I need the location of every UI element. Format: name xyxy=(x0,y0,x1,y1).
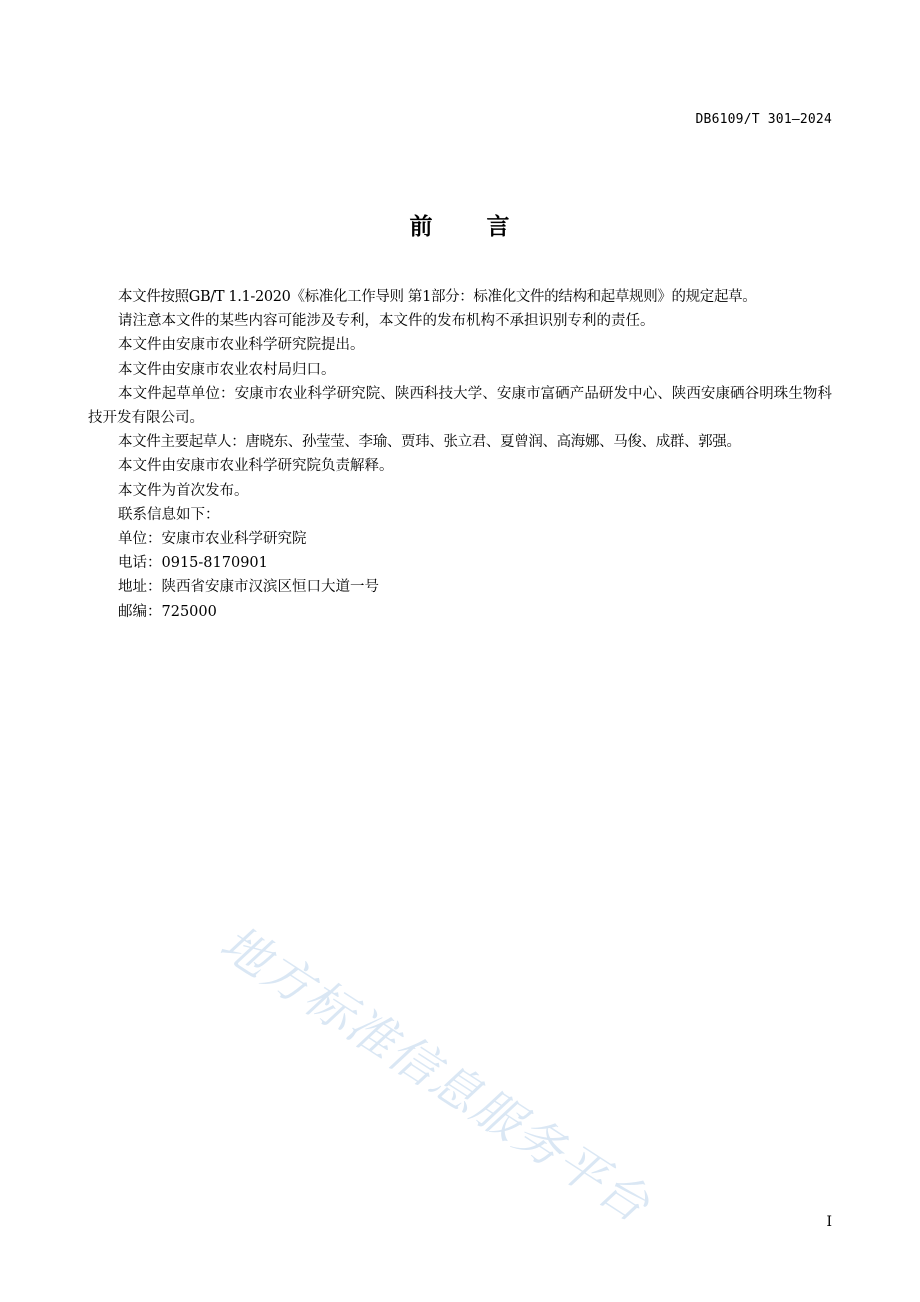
page-title: 前 言 xyxy=(409,214,511,240)
paragraph-first-release: 本文件为首次发布。 xyxy=(118,482,249,499)
paragraph-contact-heading: 联系信息如下： xyxy=(118,506,220,523)
paragraph-drafting-units: 本文件起草单位：安康市农业科学研究院、陕西科技大学、安康市富硒产品研发中心、陕西安康硒谷明珠生物科技开发有限公司。 xyxy=(88,385,832,427)
paragraph-interpretation: 本文件由安康市农业科学研究院负责解释。 xyxy=(118,458,394,475)
contact-unit: 单位：安康市农业科学研究院 xyxy=(118,531,307,548)
contact-phone: 电话：0915-8170901 xyxy=(118,555,268,572)
foreword-body xyxy=(88,285,832,624)
contact-address: 地址：陕西省安康市汉滨区恒口大道一号 xyxy=(118,579,379,596)
document-code: DB6109/T 301—2024 xyxy=(695,112,832,127)
contact-postcode: 邮编：725000 xyxy=(118,603,217,620)
paragraph-proposed-by: 本文件由安康市农业科学研究院提出。 xyxy=(118,337,365,354)
paragraph-patent-notice: 请注意本文件的某些内容可能涉及专利，本文件的发布机构不承担识别专利的责任。 xyxy=(118,313,655,330)
paragraph-under-jurisdiction: 本文件由安康市农业农村局归口。 xyxy=(118,361,336,378)
watermark: 地方标准信息服务平台 xyxy=(210,914,661,1235)
paragraph-drafting-rules: 本文件按照GB/T 1.1-2020《标准化工作导则 第1部分：标准化文件的结构和起草规则》的规定起草。 xyxy=(118,289,757,305)
page-number: I xyxy=(826,1214,832,1230)
paragraph-drafters: 本文件主要起草人：唐晓东、孙莹莹、李瑜、贾玮、张立君、夏曾润、高海娜、马俊、成群、郭强。 xyxy=(118,434,741,451)
